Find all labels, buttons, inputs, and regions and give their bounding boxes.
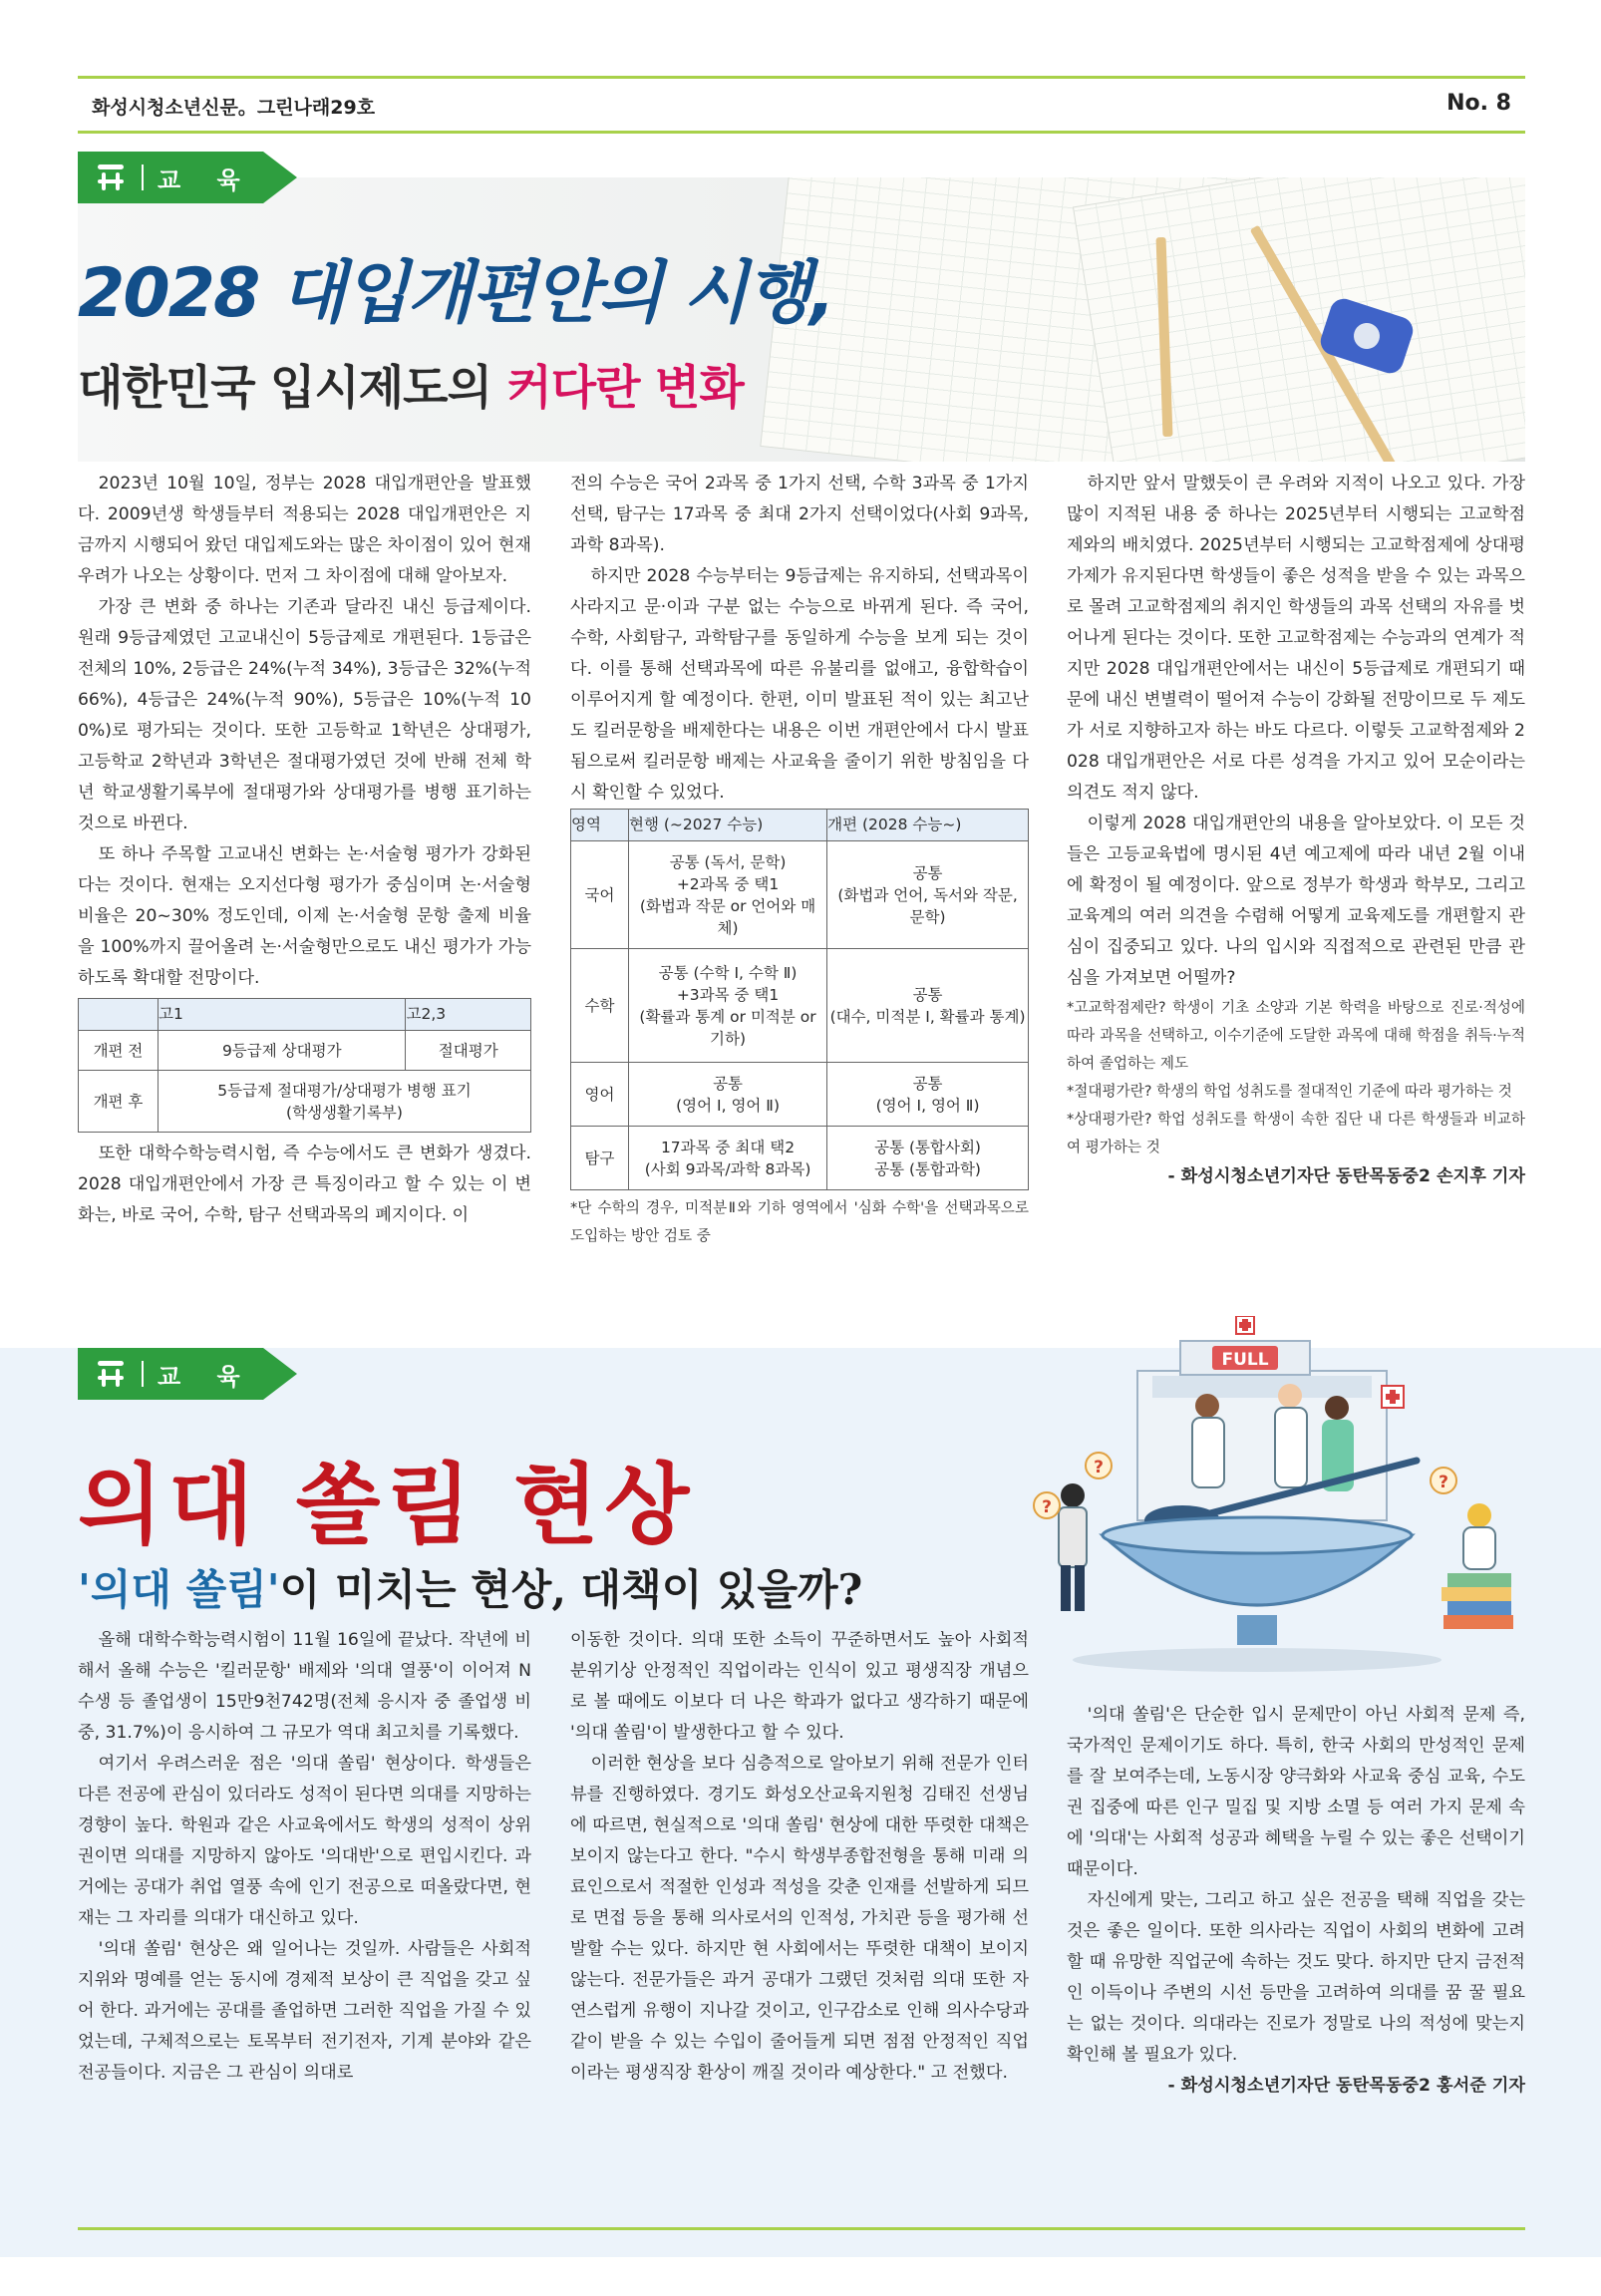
article2-column-1 bbox=[78, 1625, 531, 2089]
footer-rule bbox=[78, 2227, 1525, 2230]
medical-cross-icon bbox=[1236, 1316, 1254, 1334]
table-row: 탐구 17과목 중 최대 택2 (사회 9과목/과학 8과목) 공통 (통합사회) 공통 (통합과학) bbox=[571, 1127, 1029, 1190]
issue-number: No. 8 bbox=[1446, 91, 1511, 116]
medical-school-illustration bbox=[1033, 1316, 1525, 1675]
paragraph: 하지만 앞서 말했듯이 큰 우려와 지적이 나오고 있다. 가장 많이 지적된 내용 중 하나는 2025년부터 시행되는 고교학점제와의 배치였다. 2025년부터 시행되는 고교학점제에 상대평가제가 유지된다면 학생들이 좋은 성적을 받을 수 있는 과목으로 몰려 고교학점제의 취지인 학생들의 과목 선택의 자유를 벗어나게 된다는 것이다. 또한 고교학점제는 수능과의 연계가 적지만 2028 대입개편안에서는 내신이 5등급제로 개편되기 때문에 내신 변별력이 떨어져 수능이 강화될 전망이므로 두 제도가 서로 지향하고자 하는 바도 다르다. 이렇듯 고교학점제와 2028 대입개편안은 서로 다른 성격을 가지고 있어 모순이라는 의견도 적지 않다. bbox=[1067, 474, 1525, 803]
article2-column-2 bbox=[570, 1625, 1029, 2089]
table-row: 개편 후 5등급제 절대평가/상대평가 병행 표기 (학생생활기록부) bbox=[79, 1071, 531, 1133]
badge-label: 교 육 bbox=[158, 165, 254, 194]
byline: - 화성시청소년기자단 동탄목동중2 손지후 기자 bbox=[1167, 1166, 1525, 1186]
paragraph: 자신에게 맞는, 그리고 하고 싶은 전공을 택해 직업을 갖는 것은 좋은 일이다. 또한 의사라는 직업이 사회의 변화에 고려할 때 유망한 직업군에 속하는 것도 맞다. 하지만 단지 금전적인 이득이나 주변의 시선 등만을 고려하여 의대를 꿈 꿀 필요는 없는 것이다. 의대라는 진로가 정말로 나의 적성에 맞는지 확인해 볼 필요가 있다. bbox=[1067, 1890, 1525, 2065]
article1-column-3 bbox=[1067, 469, 1525, 1192]
article1-column-2 bbox=[570, 469, 1029, 1250]
paragraph: '의대 쏠림' 현상은 왜 일어나는 것일까. 사람들은 사회적 지위와 명예를 얻는 동시에 경제적 보상이 큰 직업을 갖고 싶어 한다. 과거에는 공대를 졸업하면 그러한 직업을 가질 수 있었는데, 구체적으로는 토목부터 전기전자, 기계 분야와 같은 전공들이다. 지금은 그 관심이 의대로 bbox=[78, 1939, 531, 2083]
paragraph: 올해 대학수학능력시험이 11월 16일에 끝났다. 작년에 비해서 올해 수능은 '킬러문항' 배제와 '의대 열풍'이 이어져 N수생 등 졸업생이 15만9천742명(전체 응시자 중 졸업생 비중, 31.7%)이 응시하여 그 규모가 역대 최고치를 기록했다. bbox=[78, 1630, 531, 1743]
question-mark-icon bbox=[1034, 1492, 1060, 1518]
paragraph: 이러한 현상을 보다 심층적으로 알아보기 위해 전문가 인터뷰를 진행하였다. 경기도 화성오산교육지원청 김태진 선생님에 따르면, 현실적으로 '의대 쏠림' 현상에 대한 뚜렷한 대책은 보이지 않는다고 한다. "수시 학생부종합전형을 통해 미래 의료인으로서 적절한 인성과 적성을 갖춘 인재를 선발하게 되므로 면접 등을 통해 의사로서의 인적성, 가치관 등을 평가해 선발할 수는 있다. 하지만 현 사회에서는 뚜렷한 대책이 보이지 않는다. 전문가들은 과거 공대가 그랬던 것처럼 의대 또한 자연스럽게 유행이 지나갈 것이고, 인구감소로 인해 의사수당과 같이 받을 수 있는 수입이 줄어들게 되면 점점 안정적인 직업이라는 평생직장 환상이 깨질 것이라 예상한다." 고 전했다. bbox=[570, 1754, 1029, 2083]
table-row: 개편 전 9등급제 상대평가 절대평가 bbox=[79, 1031, 531, 1071]
badge-label: 교 육 bbox=[158, 1362, 254, 1391]
paragraph: 가장 큰 변화 중 하나는 기존과 달라진 내신 등급제이다. 원래 9등급제였던 고교내신이 5등급제로 개편된다. 1등급은 전체의 10%, 2등급은 24%(누적 34%), 3등급은 32%(누적 66%), 4등급은 24%(누적 90%), 5등급은 10%(누적 100%)로 평가되는 것이다. 또한 고등학교 1학년은 상대평가, 고등학교 2학년과 3학년은 절대평가였던 것에 반해 전체 학년 학교생활기록부에 절대평가와 상대평가를 병행 표기하는 것으로 바뀐다. bbox=[78, 597, 531, 833]
article-title: 2028 대입개편안의 시행, bbox=[78, 254, 833, 333]
logo-icon bbox=[96, 163, 126, 192]
table-header: 고2,3 bbox=[406, 999, 531, 1031]
newspaper-title: 화성시청소년신문。그린나래29호 bbox=[92, 97, 376, 119]
logo-icon bbox=[96, 1359, 126, 1389]
article2-column-3 bbox=[1067, 1700, 1525, 2102]
paragraph: 하지만 2028 수능부터는 9등급제는 유지하되, 선택과목이 사라지고 문·이과 구분 없는 수능으로 바뀌게 된다. 즉 국어, 수학, 사회탐구, 과학탐구를 동일하게 수능을 보게 되는 것이다. 이를 통해 선택과목에 따른 유불리를 없애고, 융합학습이 이루어지게 할 예정이다. 한편, 이미 발표된 적이 있는 최고난도 킬러문항을 배제한다는 내용은 이번 개편안에서 다시 발표됨으로써 킬러문항 배제는 사교육을 줄이기 위한 방침임을 다시 확인할 수 있었다. bbox=[570, 566, 1029, 803]
full-sign: FULL bbox=[1221, 1350, 1269, 1370]
paragraph: 또 하나 주목할 고교내신 변화는 논·서술형 평가가 강화된다는 것이다. 현재는 오지선다형 평가가 중심이며 논·서술형 비율은 20~30% 정도인데, 이제 논·서술형 문항 출제 비율을 100%까지 끌어올려 논·서술형만으로도 내신 평가가 가능하도록 확대할 전망이다. bbox=[78, 844, 531, 988]
footnote: *고교학점제란? 학생이 기초 소양과 기본 학력을 바탕으로 진로·적성에 따라 과목을 선택하고, 이수기준에 도달한 과목에 대해 학점을 취득·누적하여 졸업하는 제도 bbox=[1067, 999, 1525, 1072]
article1-column-1 bbox=[78, 469, 531, 1231]
footnote: *단 수학의 경우, 미적분Ⅱ와 기하 영역에서 '심화 수학'을 선택과목으로 도입하는 방안 검토 중 bbox=[570, 1199, 1029, 1244]
csat-table bbox=[570, 809, 1029, 1190]
table-header: 현행 (~2027 수능) bbox=[629, 810, 827, 841]
table-row: 수학 공통 (수학 Ⅰ, 수학 Ⅱ) +3과목 중 택1 (확률과 통계 or 미적분 or 기하) 공통 (대수, 미적분 Ⅰ, 확률과 통계) bbox=[571, 949, 1029, 1063]
paragraph: 여기서 우려스러운 점은 '의대 쏠림' 현상이다. 학생들은 다른 전공에 관심이 있더라도 성적이 된다면 의대를 지망하는 경향이 높다. 학원과 같은 사교육에서도 학생의 성적이 상위권이면 의대를 지망하지 않아도 '의대반'으로 편입시킨다. 과거에는 공대가 취업 열풍 속에 인기 전공으로 떠올랐다면, 현재는 그 자리를 의대가 대신하고 있다. bbox=[78, 1754, 531, 1928]
paragraph: 이동한 것이다. 의대 또한 소득이 꾸준하면서도 높아 사회적 분위기상 안정적인 직업이라는 인식이 있고 평생직장 개념으로 볼 때에도 이보다 더 나은 학과가 없다고 생각하기 때문에 '의대 쏠림'이 발생한다고 할 수 있다. bbox=[570, 1630, 1029, 1743]
svg-text:?: ? bbox=[1439, 1473, 1448, 1492]
article-subtitle: '의대 쏠림'이 미치는 현상, 대책이 있을까? bbox=[78, 1565, 863, 1614]
paragraph: 2023년 10월 10일, 정부는 2028 대입개편안을 발표했다. 2009년생 학생들부터 적용되는 2028 대입개편안은 지금까지 시행되어 왔던 대입제도와는 많은 차이점이 있어 현재 우려가 나오는 상황이다. 먼저 그 차이점에 대해 알아보자. bbox=[78, 474, 531, 586]
question-mark-icon bbox=[1086, 1453, 1112, 1478]
footnote: *절대평가란? 학생의 학업 성취도를 절대적인 기준에 따라 평가하는 것 bbox=[1067, 1083, 1512, 1100]
subtitle-highlight: '의대 쏠림' bbox=[78, 1565, 280, 1614]
table-header: 개편 (2028 수능~) bbox=[827, 810, 1029, 841]
paragraph: 전의 수능은 국어 2과목 중 1가지 선택, 수학 3과목 중 1가지 선택, 탐구는 17과목 중 최대 2가지 선택이었다(사회 9과목, 과학 8과목). bbox=[570, 474, 1029, 555]
article-subtitle: 대한민국 입시제도의 커다란 변화 bbox=[78, 361, 744, 416]
subtitle-highlight: 커다란 변화 bbox=[506, 361, 744, 416]
table-header: 고1 bbox=[159, 999, 406, 1031]
exam-paper bbox=[1073, 177, 1525, 462]
table-row: 국어 공통 (독서, 문학) +2과목 중 택1 (화법과 작문 or 언어와 매체) 공통 (화법과 언어, 독서와 작문, 문학) bbox=[571, 841, 1029, 949]
section-badge bbox=[78, 1348, 263, 1400]
grading-table bbox=[78, 998, 531, 1133]
byline: - 화성시청소년기자단 동탄목동중2 홍서준 기자 bbox=[1167, 2076, 1525, 2096]
footnote: *상대평가란? 학업 성취도를 학생이 속한 집단 내 다른 학생들과 비교하여 평가하는 것 bbox=[1067, 1111, 1525, 1155]
paragraph: '의대 쏠림'은 단순한 입시 문제만이 아닌 사회적 문제 즉, 국가적인 문제이기도 하다. 특히, 한국 사회의 만성적인 문제를 잘 보여주는데, 노동시장 양극화와 사교육 중심 교육, 수도권 집중에 따른 인구 밀집 및 지방 소멸 등 여러 가지 문제 속에 '의대'는 사회적 성공과 혜택을 누릴 수 있는 좋은 선택이기 때문이다. bbox=[1067, 1705, 1525, 1879]
page-header bbox=[78, 76, 1525, 134]
question-mark-icon bbox=[1431, 1468, 1456, 1493]
article-title: 의대 쏠림 현상 bbox=[78, 1454, 696, 1556]
table-header: 영역 bbox=[571, 810, 629, 841]
section-badge bbox=[78, 152, 263, 203]
table-row: 영어 공통 (영어 Ⅰ, 영어 Ⅱ) 공통 (영어 Ⅰ, 영어 Ⅱ) bbox=[571, 1063, 1029, 1127]
paragraph: 또한 대학수학능력시험, 즉 수능에서도 큰 변화가 생겼다. 2028 대입개편안에서 가장 큰 특징이라고 할 수 있는 이 변화는, 바로 국어, 수학, 탐구 선택과목의 폐지이다. 이 bbox=[78, 1144, 531, 1225]
paragraph: 이렇게 2028 대입개편안의 내용을 알아보았다. 이 모든 것들은 고등교육법에 명시된 4년 예고제에 따라 내년 2월 이내에 확정이 될 예정이다. 앞으로 정부가 학생과 학부모, 그리고 교육계의 여러 의견을 수렴해 어떻게 교육제도를 개편할지 관심이 집중되고 있다. 나의 입시와 직접적으로 관련된 만큼 관심을 가져보면 어떨까? bbox=[1067, 814, 1525, 988]
svg-text:?: ? bbox=[1094, 1458, 1104, 1477]
svg-text:?: ? bbox=[1042, 1497, 1052, 1517]
